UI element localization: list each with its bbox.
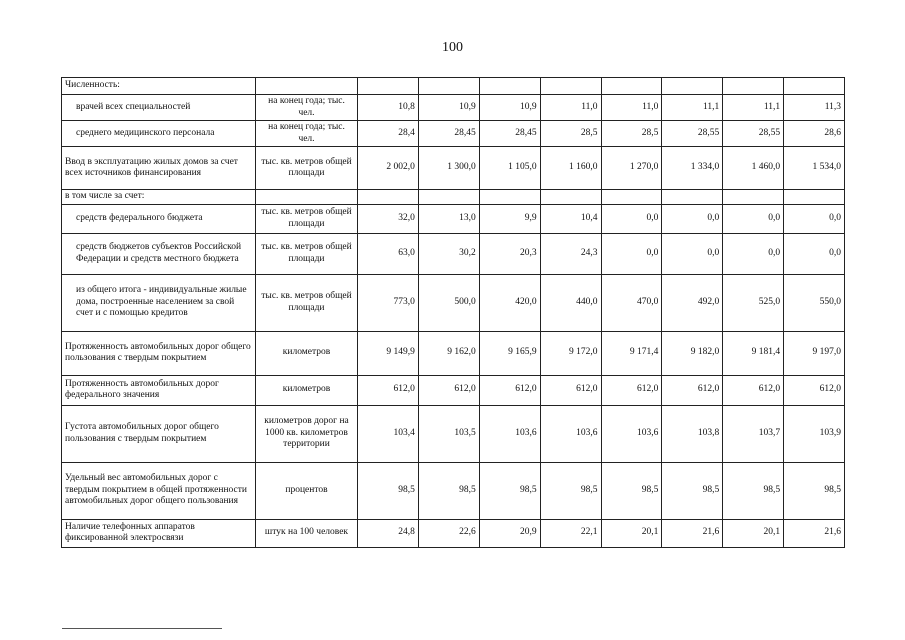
footnote-separator — [62, 628, 222, 629]
value-cell: 9 165,9 — [479, 331, 540, 375]
value-cell: 550,0 — [784, 274, 845, 331]
value-cell: 98,5 — [358, 462, 419, 519]
value-cell: 10,9 — [418, 95, 479, 121]
value-cell: 612,0 — [479, 375, 540, 405]
value-cell: 20,3 — [479, 233, 540, 274]
value-cell: 11,0 — [601, 95, 662, 121]
unit-cell: километров — [256, 331, 358, 375]
value-cell: 612,0 — [784, 375, 845, 405]
unit-cell: процентов — [256, 462, 358, 519]
empty-cell — [540, 190, 601, 205]
value-cell: 28,55 — [723, 121, 784, 147]
value-cell: 103,4 — [358, 405, 419, 462]
value-cell: 420,0 — [479, 274, 540, 331]
value-cell: 28,45 — [479, 121, 540, 147]
value-cell: 612,0 — [540, 375, 601, 405]
value-cell: 22,6 — [418, 519, 479, 547]
table-row — [62, 274, 845, 331]
value-cell: 21,6 — [662, 519, 723, 547]
value-cell: 11,1 — [723, 95, 784, 121]
value-cell: 612,0 — [358, 375, 419, 405]
unit-cell: тыс. кв. метров общей площади — [256, 204, 358, 233]
value-cell: 28,45 — [418, 121, 479, 147]
value-cell: 11,3 — [784, 95, 845, 121]
value-cell: 28,5 — [601, 121, 662, 147]
table-row — [62, 375, 845, 405]
unit-cell: на конец года; тыс. чел. — [256, 95, 358, 121]
value-cell: 13,0 — [418, 204, 479, 233]
empty-cell — [601, 190, 662, 205]
value-cell: 1 334,0 — [662, 147, 723, 190]
empty-cell — [784, 78, 845, 95]
value-cell: 612,0 — [662, 375, 723, 405]
indicator-name: средств бюджетов субъектов Российской Федерации и средств местного бюджета — [62, 233, 256, 274]
table-row — [62, 462, 845, 519]
value-cell: 98,5 — [662, 462, 723, 519]
value-cell: 98,5 — [418, 462, 479, 519]
indicator-name: Густота автомобильных дорог общего пользования с твердым покрытием — [62, 405, 256, 462]
value-cell: 11,0 — [540, 95, 601, 121]
table-row — [62, 331, 845, 375]
value-cell: 28,4 — [358, 121, 419, 147]
value-cell: 1 300,0 — [418, 147, 479, 190]
value-cell: 0,0 — [784, 233, 845, 274]
section-label: в том числе за счет: — [62, 190, 256, 205]
indicator-name: Удельный вес автомобильных дорог с твердым покрытием в общей протяженности автомобильных дорог общего пользования — [62, 462, 256, 519]
value-cell: 20,1 — [723, 519, 784, 547]
value-cell: 20,1 — [601, 519, 662, 547]
empty-cell — [784, 190, 845, 205]
indicator-name: среднего медицинского персонала — [62, 121, 256, 147]
value-cell: 9,9 — [479, 204, 540, 233]
value-cell: 10,8 — [358, 95, 419, 121]
unit-cell: тыс. кв. метров общей площади — [256, 233, 358, 274]
value-cell: 1 460,0 — [723, 147, 784, 190]
empty-cell — [418, 78, 479, 95]
value-cell: 32,0 — [358, 204, 419, 233]
section-label: Численность: — [62, 78, 256, 95]
table-row — [62, 204, 845, 233]
empty-cell — [256, 78, 358, 95]
empty-cell — [358, 190, 419, 205]
value-cell: 28,5 — [540, 121, 601, 147]
unit-cell: километров дорог на 1000 кв. километров территории — [256, 405, 358, 462]
empty-cell — [479, 190, 540, 205]
value-cell: 500,0 — [418, 274, 479, 331]
value-cell: 103,6 — [540, 405, 601, 462]
value-cell: 103,9 — [784, 405, 845, 462]
value-cell: 1 270,0 — [601, 147, 662, 190]
value-cell: 612,0 — [601, 375, 662, 405]
empty-cell — [601, 78, 662, 95]
value-cell: 24,8 — [358, 519, 419, 547]
table-row — [62, 519, 845, 547]
value-cell: 0,0 — [601, 233, 662, 274]
empty-cell — [418, 190, 479, 205]
page-number: 100 — [442, 40, 463, 55]
indicator-name: врачей всех специальностей — [62, 95, 256, 121]
value-cell: 1 534,0 — [784, 147, 845, 190]
empty-cell — [358, 78, 419, 95]
value-cell: 773,0 — [358, 274, 419, 331]
unit-cell: километров — [256, 375, 358, 405]
unit-cell: тыс. кв. метров общей площади — [256, 274, 358, 331]
indicator-name: Протяженность автомобильных дорог общего пользования с твердым покрытием — [62, 331, 256, 375]
section-row — [62, 78, 845, 95]
value-cell: 0,0 — [723, 204, 784, 233]
value-cell: 103,8 — [662, 405, 723, 462]
indicator-name: средств федерального бюджета — [62, 204, 256, 233]
value-cell: 11,1 — [662, 95, 723, 121]
table-row — [62, 233, 845, 274]
value-cell: 28,6 — [784, 121, 845, 147]
value-cell: 9 181,4 — [723, 331, 784, 375]
value-cell: 30,2 — [418, 233, 479, 274]
statistics-table — [61, 77, 845, 548]
value-cell: 9 162,0 — [418, 331, 479, 375]
value-cell: 28,55 — [662, 121, 723, 147]
value-cell: 63,0 — [358, 233, 419, 274]
value-cell: 103,6 — [479, 405, 540, 462]
value-cell: 98,5 — [784, 462, 845, 519]
unit-cell: на конец года; тыс. чел. — [256, 121, 358, 147]
value-cell: 21,6 — [784, 519, 845, 547]
value-cell: 10,9 — [479, 95, 540, 121]
value-cell: 98,5 — [601, 462, 662, 519]
value-cell: 1 160,0 — [540, 147, 601, 190]
empty-cell — [723, 78, 784, 95]
empty-cell — [723, 190, 784, 205]
value-cell: 98,5 — [723, 462, 784, 519]
value-cell: 98,5 — [479, 462, 540, 519]
value-cell: 492,0 — [662, 274, 723, 331]
value-cell: 98,5 — [540, 462, 601, 519]
value-cell: 0,0 — [662, 233, 723, 274]
value-cell: 612,0 — [418, 375, 479, 405]
value-cell: 612,0 — [723, 375, 784, 405]
indicator-name: из общего итога - индивидуальные жилые дома, построенные населением за свой счет и с помощью кредитов — [62, 274, 256, 331]
value-cell: 0,0 — [601, 204, 662, 233]
table-row — [62, 121, 845, 147]
value-cell: 0,0 — [784, 204, 845, 233]
value-cell: 22,1 — [540, 519, 601, 547]
value-cell: 24,3 — [540, 233, 601, 274]
value-cell: 10,4 — [540, 204, 601, 233]
value-cell: 0,0 — [662, 204, 723, 233]
empty-cell — [662, 78, 723, 95]
value-cell: 525,0 — [723, 274, 784, 331]
empty-cell — [540, 78, 601, 95]
value-cell: 20,9 — [479, 519, 540, 547]
indicator-name: Протяженность автомобильных дорог федерального значения — [62, 375, 256, 405]
table-row — [62, 147, 845, 190]
unit-cell: тыс. кв. метров общей площади — [256, 147, 358, 190]
value-cell: 440,0 — [540, 274, 601, 331]
value-cell: 103,6 — [601, 405, 662, 462]
value-cell: 1 105,0 — [479, 147, 540, 190]
value-cell: 470,0 — [601, 274, 662, 331]
table-row — [62, 95, 845, 121]
value-cell: 9 172,0 — [540, 331, 601, 375]
value-cell: 2 002,0 — [358, 147, 419, 190]
section-row — [62, 190, 845, 205]
value-cell: 9 171,4 — [601, 331, 662, 375]
value-cell: 9 149,9 — [358, 331, 419, 375]
indicator-name: Ввод в эксплуатацию жилых домов за счет всех источников финансирования — [62, 147, 256, 190]
value-cell: 9 197,0 — [784, 331, 845, 375]
value-cell: 0,0 — [723, 233, 784, 274]
value-cell: 103,7 — [723, 405, 784, 462]
unit-cell: штук на 100 человек — [256, 519, 358, 547]
empty-cell — [256, 190, 358, 205]
value-cell: 103,5 — [418, 405, 479, 462]
empty-cell — [662, 190, 723, 205]
indicator-name: Наличие телефонных аппаратов фиксированной электросвязи — [62, 519, 256, 547]
table-row — [62, 405, 845, 462]
empty-cell — [479, 78, 540, 95]
value-cell: 9 182,0 — [662, 331, 723, 375]
